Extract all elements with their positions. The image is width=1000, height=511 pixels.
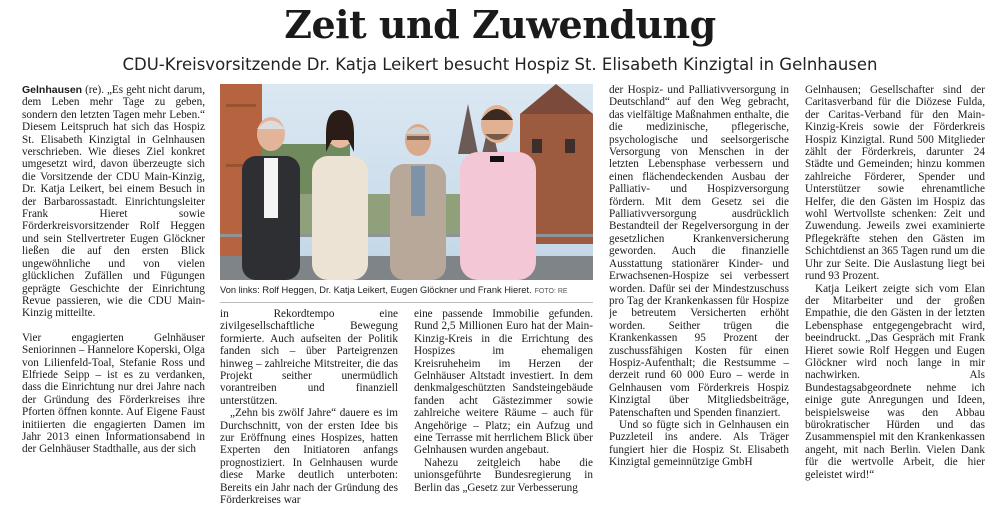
dateline-suffix: (re).	[82, 84, 107, 96]
photo-credit: FOTO: RE	[534, 288, 568, 295]
paragraph-8: Und so fügte sich in Gelnhausen ein Puzzleteil ins andere. Als Träger fungiert hier die Hospiz St. Elisabeth Kinzigtal gemeinnützige GmbH	[609, 418, 789, 469]
article-column-1	[22, 84, 205, 506]
dateline: Gelnhausen	[22, 84, 83, 96]
group-photo-illustration	[220, 84, 593, 280]
article-column-4	[609, 84, 789, 506]
paragraph-2: Vier engagierten Gelnhäuser Seniorinnen – Hannelore Koperski, Olga von Lilienfeld-Toal, Stefanie Ross und Elfriede Seipp – ist es zu verdanken, dass die Einrichtung nur drei Jahre nach der Gründung des Förderkreises ihre Pforten öffnen konnte. Auf Eigene Faust initiierten die engagierten Damen im Jahr 2013 einen Informationsabend in der Gelnhäuser Stadthalle, aus der sich	[22, 331, 205, 456]
article-subheadline: CDU-Kreisvorsitzende Dr. Katja Leikert besucht Hospiz St. Elisabeth Kinzigtal in Gelnhausen	[122, 55, 878, 74]
article-column-2	[220, 308, 398, 506]
photo-caption	[220, 284, 593, 298]
paragraph-intro	[22, 84, 205, 320]
paragraph-6: Nahezu zeitgleich habe die unionsgeführte Bundesregierung in Berlin das „Gesetz zur Verbesserung	[414, 456, 593, 494]
paragraph-7: der Hospiz- und Palliativversorgung in Deutschland“ auf den Weg gebracht, das vielfältige Maßnahmen enthalte, die die medizinische, pflegerische, psychologische und seelsorgerische Versorgung von Menschen in der letzten Lebensphase verbessern und einen flächendeckenden Ausbau der Palliativ- und Hospizversorgung fördern. Mit dem Gesetz sei die Palliativversorgung ausdrücklich Bestandteil der Regelversorgung in der gesetzlichen Krankenversicherung geworden. Auch die finanzielle Ausstattung stationärer Kinder- und Erwachsenen-Hospize sei verbessert worden. Dafür sei der Mindestzuschuss pro Tag der Krankenkassen für Hospize je betreutem Versicherten erhöht worden. Seither trügen die Krankenkassen 95 Prozent der zuschussfähigen Kosten für einen Hospiz-Aufenthalt; die Restsumme – derzeit rund 60 000 Euro – werde in Gelnhausen vom Förderkreis Hospiz Kinzigtal über Mitgliedsbeiträge, Patenschaften und Spenden finanziert.	[609, 84, 789, 419]
paragraph-9: Gelnhausen; Gesellschafter sind der Caritasverband für die Diözese Fulda, der Caritas-Verband für den Main-Kinzig-Kreis sowie der Förderkreis Hospiz Kinzigtal. Rund 500 Mitglieder zählt der Förderkreis, darunter 24 Städte und Gemeinden; hinzu kommen zahlreiche Förderer, Spender und Unterstützer sowie ehrenamtliche Helfer, die den Gästen im Hospiz das wohl Wertvollste schenken: Zeit und Zuwendung. Jeweils zwei examinierte Pflegekräfte stehen den Gästen im Schichtdienst an 365 Tagen rund um die Uhr zur Seite. Die Auslastung liegt bei rund 93 Prozent.	[805, 84, 985, 283]
paragraph-10: Katja Leikert zeigte sich vom Elan der Mitarbeiter und der großen Empathie, die den Gästen in der letzten Lebensphase entgegengebracht wird, beeindruckt. „Das Gespräch mit Frank Hieret sowie Rolf Heggen und Eugen Glöckner wird noch lange in mir nachwirken. Als Bundestagsabgeordnete nehme ich einige gute Anregungen und Ideen, beispielsweise was den Abbau bürokratischer Hürden und das Zusammenspiel mit den Krankenkassen angeht, mit nach Berlin. Vielen Dank für die wertvolle Arbeit, die hier geleistet wird!“	[805, 282, 985, 481]
article-column-3	[414, 308, 593, 506]
paragraph-3: in Rekordtempo eine zivilgesellschaftliche Bewegung formierte. Auch aufseiten der Politik fanden sich – über Parteigrenzen hinweg – zahlreiche Mitstreiter, die das Projekt seither unermüdlich vorantreiben und finanziell unterstützen.	[220, 308, 398, 407]
article-photo	[220, 84, 593, 280]
article-column-5	[805, 84, 985, 506]
caption-divider	[220, 302, 593, 303]
paragraph-1-text: „Es geht nicht darum, dem Leben mehr Tage zu geben, sondern den letzten Tagen mehr Leben.“ Diesem Leitspruch hat sich das Hospiz St. Elisabeth Kinzigtal in Gelnhausen verschrieben. Wie dieses Ziel konkret umgesetzt wird, davon überzeugte sich die Vorsitzende der CDU Main-Kinzig, Dr. Katja Leikert, bei einem Besuch in der Barbarossastadt. Einrichtungsleiter Frank Hieret sowie Förderkreisvorsitzender Rolf Heggen und sein Stellvertreter Eugen Glöckner ließen die auf den ersten Blick ungewöhnliche und von vielen glücklichen Zufällen und Fügungen geprägte Geschichte der Einrichtung Revue passieren, wie die CDU Main-Kinzig mitteilte.	[22, 84, 205, 320]
photo-caption-text: Von links: Rolf Heggen, Dr. Katja Leikert, Eugen Glöckner und Frank Hieret.	[220, 285, 532, 295]
paragraph-5: eine passende Immobilie gefunden. Rund 2,5 Millionen Euro hat der Main-Kinzig-Kreis in die Errichtung des Hospizes im ehemaligen Kreisruheheim im Herzen der Gelnhäuser Altstadt investiert. In dem denkmalgeschützten Sandsteingebäude fanden acht Gästezimmer sowie zahlreiche weitere Räume – auch für Angehörige – Platz; ein Aufzug und eine Terrasse mit herrlichem Blick über Gelnhausen wurden angebaut.	[414, 308, 593, 457]
paragraph-4: „Zehn bis zwölf Jahre“ dauere es im Durchschnitt, von der ersten Idee bis zur Eröffnung eines Hospizes, hatten Experten den Initiatoren anfangs prognostiziert. In Gelnhausen wurde diese Marke deutlich unterboten: Bereits ein Jahr nach der Gründung des Förderkreises war	[220, 407, 398, 506]
article-headline: Zeit und Zuwendung	[284, 2, 716, 47]
